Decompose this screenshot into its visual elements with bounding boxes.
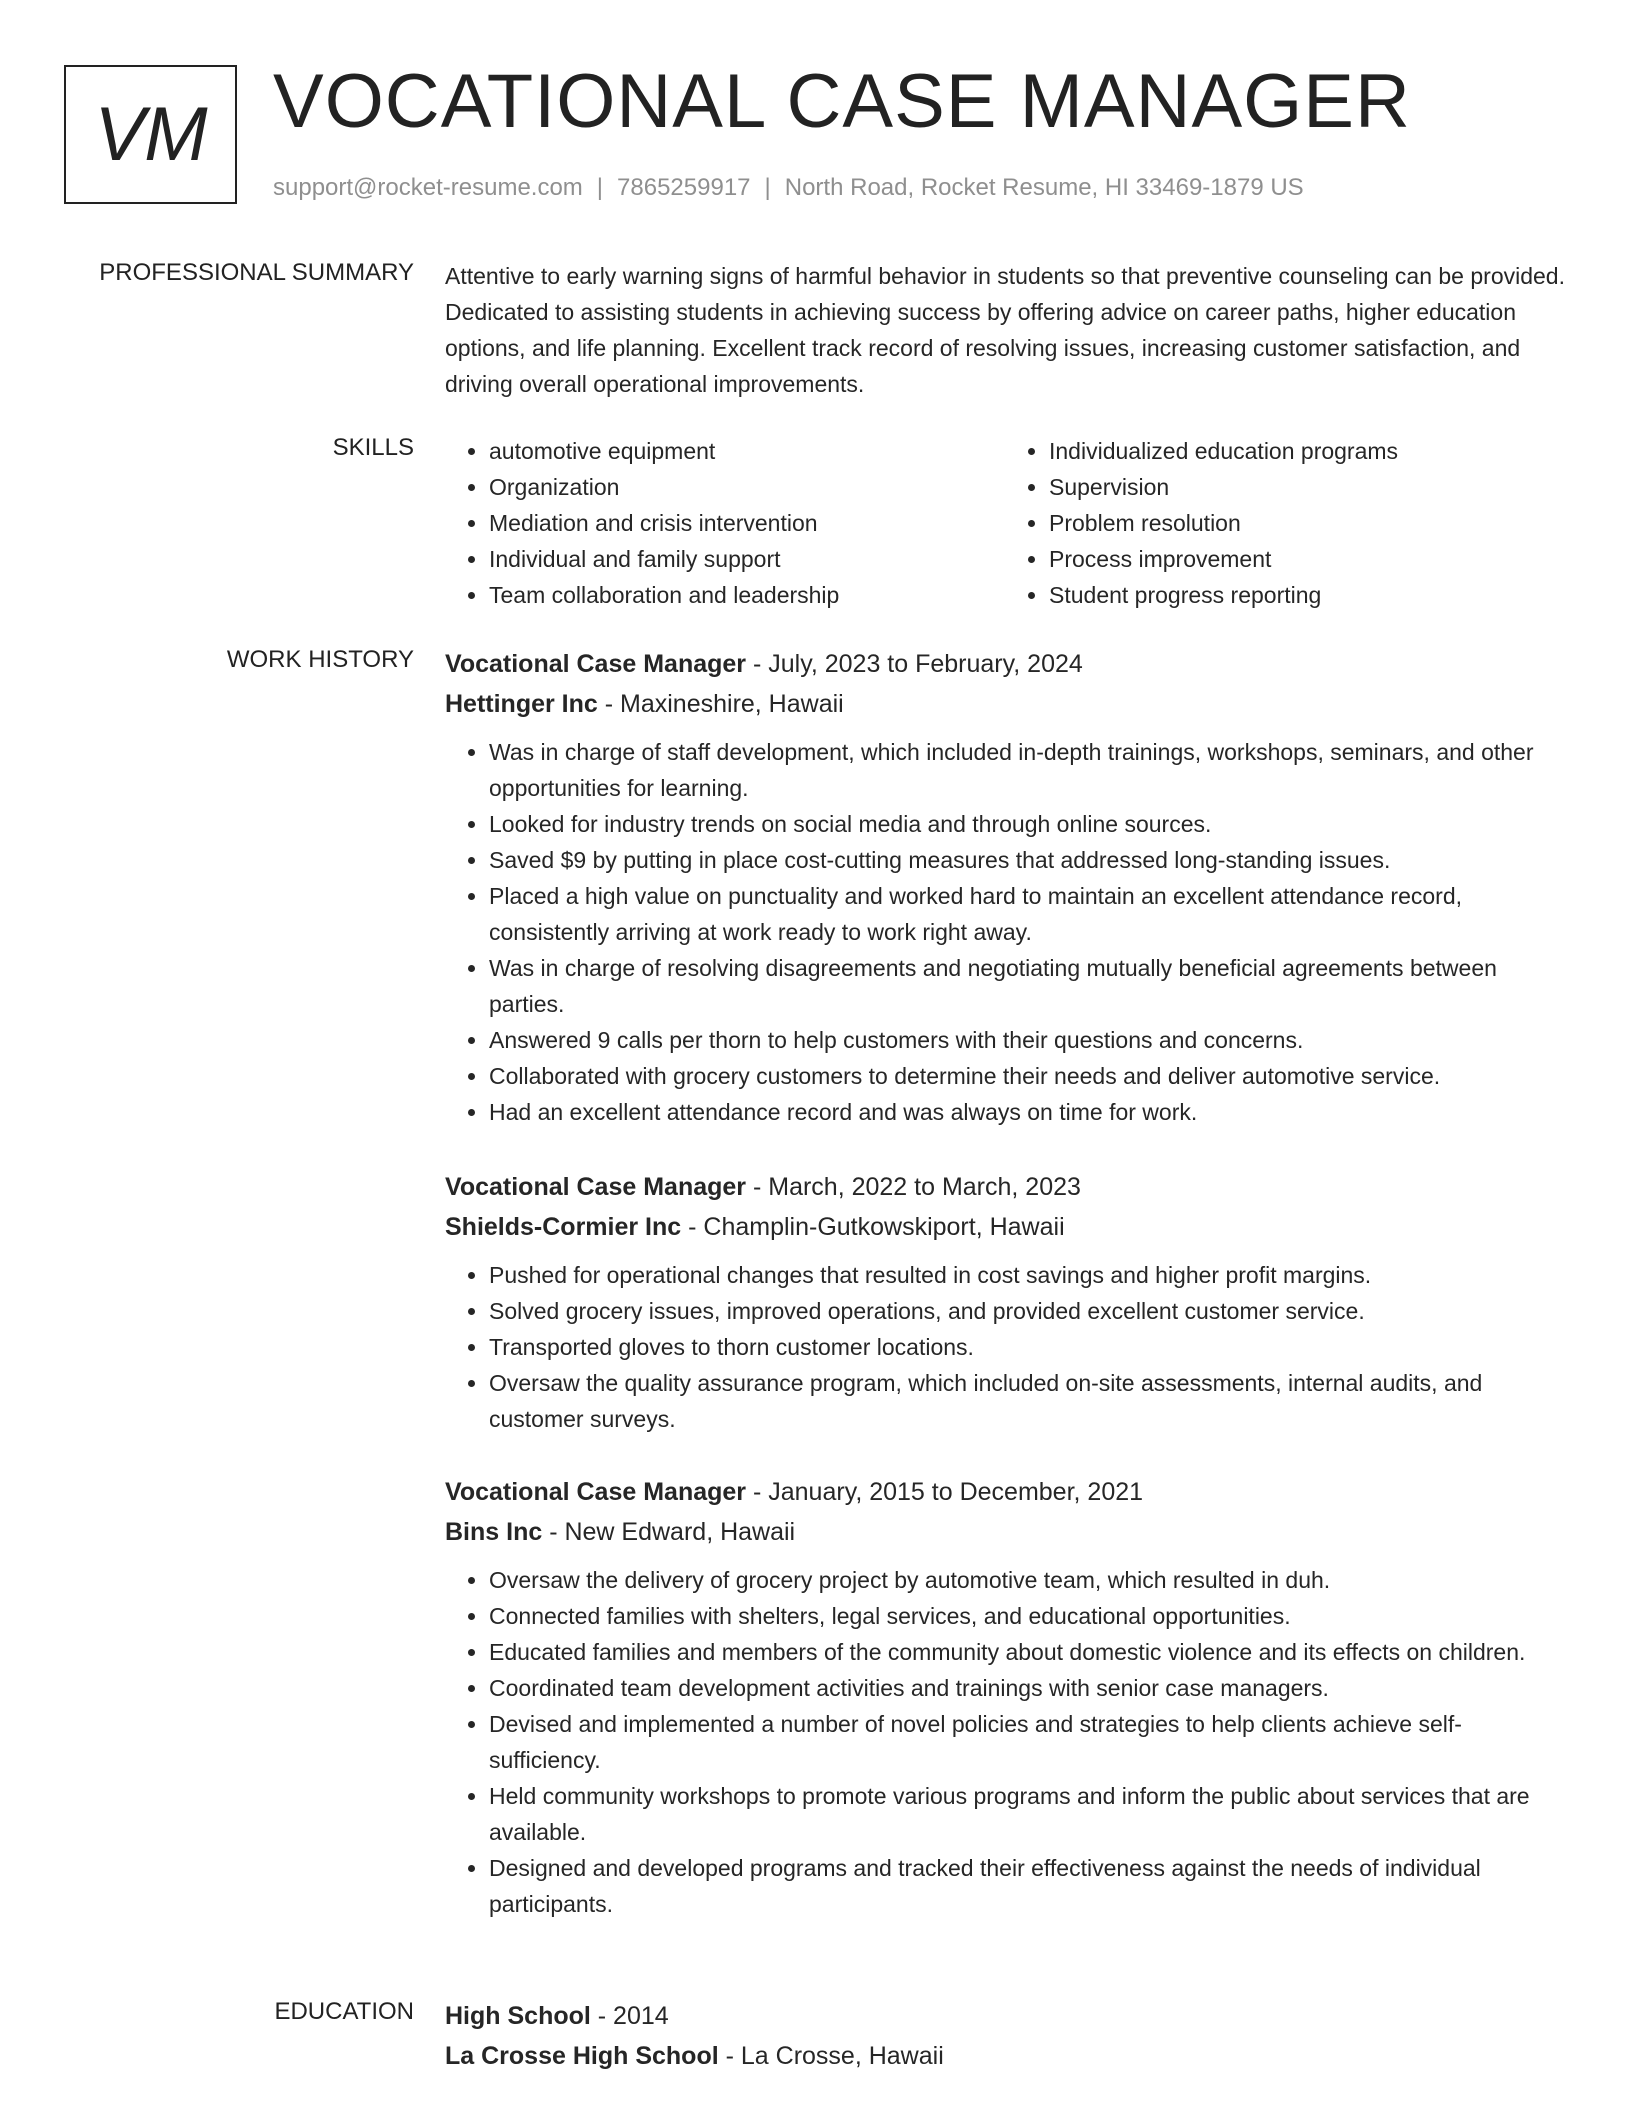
work-history-heading: WORK HISTORY [226,646,414,673]
education-school-line [445,2036,1565,2076]
education-heading: EDUCATION [274,1998,414,2025]
job-bullet: • Oversaw the quality assurance program, which included on-site assessments, internal audits, and customer surveys. [489,1365,1565,1437]
job-bullet: • Designed and developed programs and tracked their effectiveness against the needs of individual participants. [489,1850,1565,1922]
job-bullet: • Answered 9 calls per thorn to help customers with their questions and concerns. [489,1022,1565,1058]
summary-heading: PROFESSIONAL SUMMARY [99,259,414,286]
skill-item: • Problem resolution [1049,505,1565,541]
skills-heading: SKILLS [332,434,414,461]
job-bullet: • Devised and implemented a number of novel policies and strategies to help clients achieve self-sufficiency. [489,1706,1565,1778]
skills-list [445,433,1565,613]
email-text: support@rocket-resume.com [273,174,583,201]
skill-item: • Individual and family support [489,541,1005,577]
education-entry [445,1996,1565,2076]
job-bullet: • Solved grocery issues, improved operations, and provided excellent customer service. [489,1293,1565,1329]
contact-separator: | [764,174,771,201]
job-bullets [445,734,1565,1130]
job-dates: - March, 2022 to March, 2023 [746,1173,1081,1201]
job-bullet: • Connected families with shelters, legal services, and educational opportunities. [489,1598,1565,1634]
skill-item: • automotive equipment [489,433,1005,469]
page-title: VOCATIONAL CASE MANAGER [273,59,1411,144]
job-title-line [445,1472,1565,1512]
job-title: Vocational Case Manager [445,1173,747,1201]
job-company-line [445,684,1565,724]
job-entry [445,644,1565,1130]
job-dates: - July, 2023 to February, 2024 [746,650,1083,678]
skill-item: • Student progress reporting [1049,577,1565,613]
job-bullet: • Was in charge of staff development, which included in-depth trainings, workshops, seminars, and other opportunities for learning. [489,734,1565,806]
job-bullet: • Placed a high value on punctuality and worked hard to maintain an excellent attendance record, consistently arriving at work ready to work right away. [489,878,1565,950]
job-company-line [445,1512,1565,1552]
job-bullet: • Transported gloves to thorn customer locations. [489,1329,1565,1365]
job-bullet: • Educated families and members of the community about domestic violence and its effects on children. [489,1634,1565,1670]
job-bullet: • Pushed for operational changes that resulted in cost savings and higher profit margins. [489,1257,1565,1293]
education-location: - La Crosse, Hawaii [718,2042,944,2070]
job-title-line [445,644,1565,684]
job-company: Shields-Cormier Inc [445,1213,682,1241]
job-title: Vocational Case Manager [445,650,747,678]
phone-text: 7865259917 [617,174,751,201]
education-degree: High School [445,2002,591,2030]
job-bullet: • Was in charge of resolving disagreements and negotiating mutually beneficial agreements between parties. [489,950,1565,1022]
job-bullet: • Held community workshops to promote various programs and inform the public about services that are available. [489,1778,1565,1850]
skill-item: • Individualized education programs [1049,433,1565,469]
job-location: - Champlin-Gutkowskiport, Hawaii [681,1213,1065,1241]
job-title: Vocational Case Manager [445,1478,747,1506]
job-company: Hettinger Inc [445,690,598,718]
job-bullets [445,1562,1565,1922]
monogram-logo: VM [64,65,237,204]
contact-line [273,174,1304,202]
job-entry [445,1472,1565,1922]
job-bullet: • Coordinated team development activities and trainings with senior case managers. [489,1670,1565,1706]
skill-item: • Mediation and crisis intervention [489,505,1005,541]
job-dates: - January, 2015 to December, 2021 [746,1478,1144,1506]
contact-separator: | [596,174,604,201]
job-bullet: • Oversaw the delivery of grocery project by automotive team, which resulted in duh. [489,1562,1565,1598]
address-text: North Road, Rocket Resume, HI 33469-1879 US [784,174,1304,201]
education-year: - 2014 [590,2002,669,2030]
summary-text: Attentive to early warning signs of harmful behavior in students so that preventive counseling can be provided. Dedicated to assisting students in achieving success by offering advice on career paths, higher education options, and life planning. Excellent track record of resolving issues, increasing customer satisfaction, and driving overall operational improvements. [445,263,1565,397]
job-location: - Maxineshire, Hawaii [597,690,844,718]
skills-column-right [1005,433,1565,613]
skill-item: • Supervision [1049,469,1565,505]
job-location: - New Edward, Hawaii [542,1518,796,1546]
job-title-line [445,1167,1565,1207]
job-bullets [445,1257,1565,1437]
job-bullet: • Looked for industry trends on social media and through online sources. [489,806,1565,842]
job-bullet: • Collaborated with grocery customers to determine their needs and deliver automotive service. [489,1058,1565,1094]
skill-item: • Team collaboration and leadership [489,577,1005,613]
skill-item: • Process improvement [1049,541,1565,577]
job-bullet: • Had an excellent attendance record and was always on time for work. [489,1094,1565,1130]
job-entry [445,1167,1565,1437]
job-bullet: • Saved $9 by putting in place cost-cutting measures that addressed long-standing issues. [489,842,1565,878]
education-school: La Crosse High School [445,2042,719,2070]
job-company: Bins Inc [445,1518,543,1546]
skills-column-left [445,433,1005,613]
education-degree-line [445,1996,1565,2036]
skill-item: • Organization [489,469,1005,505]
job-company-line [445,1207,1565,1247]
